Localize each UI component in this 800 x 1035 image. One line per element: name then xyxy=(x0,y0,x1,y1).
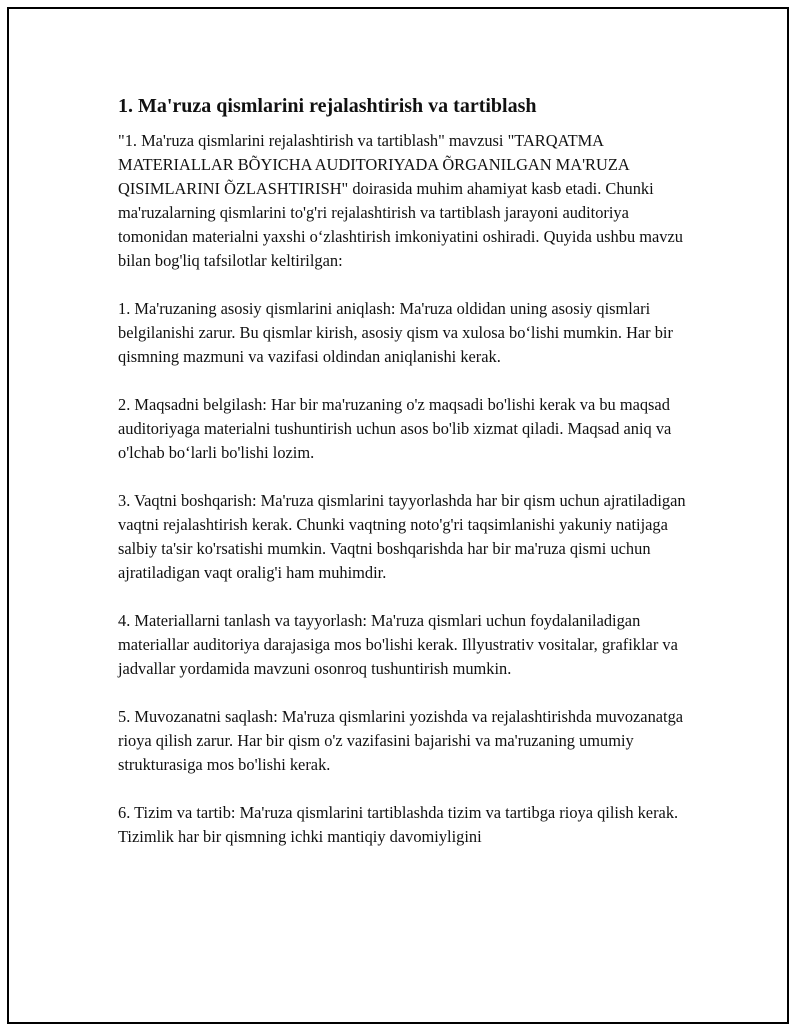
intro-paragraph: "1. Ma'ruza qismlarini rejalashtirish va tartiblash" mavzusi "TARQATMA MATERIALLAR BÕYICHA AUDITORIYADA ÕRGANILGAN MA'RUZA QISIMLARINI ÕZLASHTIRISH" doirasida muhim ahamiyat kasb etadi. Chunki ma'ruzalarning qismlarini to'g'ri rejalashtirish va tartiblash jarayoni auditoriya tomonidan materialni yaxshi o‘zlashtirish imkoniyatini oshiradi. Quyida ushbu mavzu bilan bog'liq tafsilotlar keltirilgan: xyxy=(118,131,683,270)
paragraph-system-order: 6. Tizim va tartib: Ma'ruza qismlarini tartiblashda tizim va tartibga rioya qilish kerak. Tizimlik har bir qismning ichki mantiqiy davomiyligini xyxy=(118,803,679,846)
paragraph-balance: 5. Muvozanatni saqlash: Ma'ruza qismlarini yozishda va rejalashtirishda muvozanatga rioya qilish zarur. Har bir qism o'z vazifasini bajarishi va ma'ruzaning umumiy strukturasiga mos bo'lishi kerak. xyxy=(118,707,684,774)
paragraph-main-parts: 1. Ma'ruzaning asosiy qismlarini aniqlash: Ma'ruza oldidan uning asosiy qismlari belgilanishi zarur. Bu qismlar kirish, asosiy qism va xulosa bo‘lishi mumkin. Har bir qismning mazmuni va vazifasi oldindan aniqlanishi kerak. xyxy=(118,299,673,366)
paragraph-time-management: 3. Vaqtni boshqarish: Ma'ruza qismlarini tayyorlashda har bir qism uchun ajratiladigan vaqtni rejalashtirish kerak. Chunki vaqtning noto'g'ri taqsimlanishi yakuniy natijaga salbiy ta'sir ko'rsatishi mumkin. Vaqtni boshqarishda har bir ma'ruza qismi uchun ajratiladigan vaqt oralig'i ham muhimdir. xyxy=(118,491,686,582)
paragraph-materials: 4. Materiallarni tanlash va tayyorlash: Ma'ruza qismlari uchun foydalaniladigan materiallar auditoriya darajasiga mos bo'lishi kerak. Illyustrativ vositalar, grafiklar va jadvallar yordamida mavzuni osonroq tushuntirish mumkin. xyxy=(118,611,678,678)
document-title: 1. Ma'ruza qismlarini rejalashtirish va tartiblash xyxy=(118,95,537,117)
paragraph-goal: 2. Maqsadni belgilash: Har bir ma'ruzaning o'z maqsadi bo'lishi kerak va bu maqsad auditoriyaga materialni tushuntirish uchun asos bo'lib xizmat qiladi. Maqsad aniq va o'lchab bo‘larli bo'lishi lozim. xyxy=(118,395,672,462)
document-body xyxy=(118,93,688,873)
